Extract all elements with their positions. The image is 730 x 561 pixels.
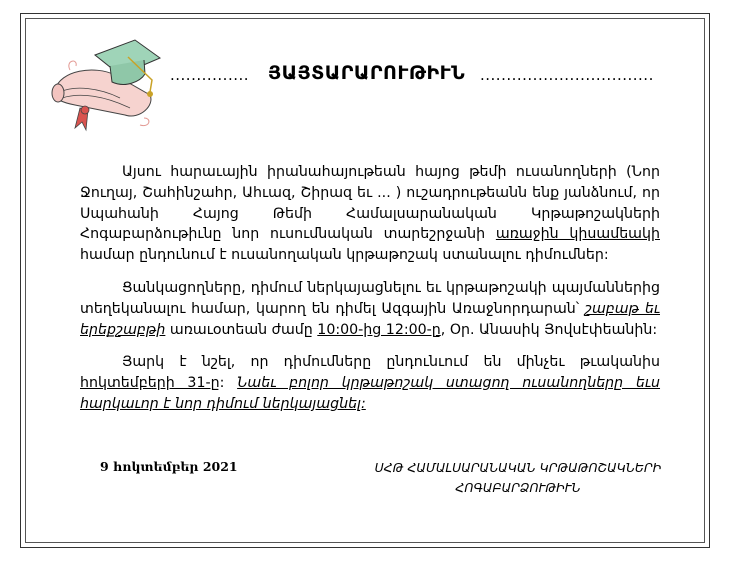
- title-dots-right: .................................: [480, 66, 654, 84]
- page-title: ՅԱՅՏԱՐԱՐՈՒԹԻՒՆ: [268, 62, 466, 84]
- p2-hours: 10:00-ից 12:00-ը: [317, 321, 441, 338]
- p3-note: Նաեւ բոլոր կրթաթոշակ ստացող ուսանողները եւս հարկաւոր է նոր դիմում ներկայացնել:: [80, 375, 661, 412]
- p2-text-a: Ցանկացողները, դիմում ներկայացնելու եւ կրթաթոշակի պայմաններից տեղեկանալու համար, կարող են դիմել Ազգային Առաջնորդարան՝: [80, 279, 660, 317]
- signature-line-2: ՀՈԳԱԲԱՐՁՈՒԹԻՒՆ: [455, 480, 581, 495]
- announcement-body: [80, 162, 660, 427]
- paragraph-1: [80, 162, 660, 266]
- signature-line-1: ՍՀԹ ՀԱՄԱԼՍԱՐԱՆԱԿԱՆ ԿՐԹԱԹՈՇԱԿՆԵՐԻ: [374, 460, 662, 475]
- graduation-cap-diploma-icon: [40, 30, 165, 140]
- p1-underlined: առաջին կիսամեակի: [495, 226, 660, 243]
- p3-text-c: :: [219, 375, 238, 392]
- p2-text-e: , Օր. Անասիկ Յովսէփեանին:: [440, 321, 658, 338]
- paragraph-3: [80, 352, 660, 414]
- p3-text-a: Յարկ է նշել, որ դիմումները ընդունւում են մինչեւ թւականիս: [122, 354, 660, 371]
- p1-text-c: համար ընդունում է ուսանողական կրթաթոշակ ստանալու դիմումներ:: [80, 247, 609, 264]
- paragraph-2: [80, 278, 660, 340]
- announcement-date: 9 հոկտեմբեր 2021: [100, 459, 238, 474]
- title-dots-left: ...............: [170, 66, 250, 84]
- p2-text-c: առաւօտեան ժամը: [165, 321, 318, 338]
- p1-text-a: Այսու հարաւային իրանահայութեան հայոց թեմի ուսանողների (Նոր Ջուղայ, Շահինշահր, Ահւազ, Շիրազ եւ ... ) ուշադրութեանն ենք յանձնում, որ Սպահանի Հայոց Թեմի Համալսարանական Կրթաթոշակների Հոգաբարձութիւնը նոր ուսումնական տարեշրջանի: [80, 164, 660, 243]
- p3-deadline: հոկտեմբերի 31-ը: [80, 375, 220, 392]
- signature-block: [368, 458, 668, 498]
- p2-days: շաբաթ եւ երեքշաբթի: [80, 300, 660, 338]
